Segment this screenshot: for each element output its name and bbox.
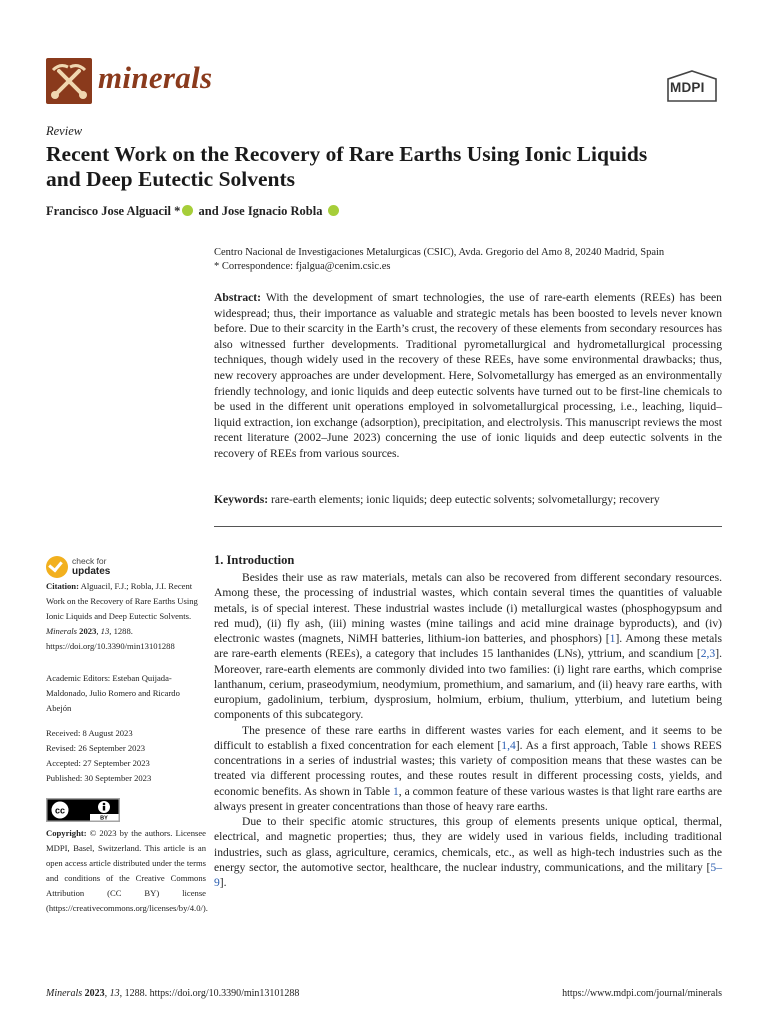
copyright-text: © 2023 by the authors. Licensee MDPI, Basel, Switzerland. This article is an open access article distributed under the terms and conditions of the Creative Commons Attribution (CC BY) license (https://creativecommons.org/licenses/by/4.0/). <box>46 828 208 913</box>
orcid-icon[interactable] <box>182 205 193 216</box>
citation-link[interactable]: 1,4 <box>501 738 516 752</box>
check-updates-line2: updates <box>72 565 111 577</box>
citation-link[interactable]: 2,3 <box>700 647 716 661</box>
author-list <box>46 204 341 219</box>
author-name[interactable]: Jose Ignacio Robla <box>221 204 323 218</box>
check-for-updates-button[interactable] <box>46 556 196 580</box>
keywords-text: rare-earth elements; ionic liquids; deep eutectic solvents; solvometallurgy; recovery <box>271 493 660 506</box>
citation-link[interactable]: 5–9 <box>214 860 722 889</box>
journal-logo-icon <box>46 58 92 104</box>
divider <box>214 526 722 527</box>
citation-doi-link[interactable]: , 1288. https://doi.org/10.3390/min13101288 <box>46 625 175 651</box>
date-published: Published: 30 September 2023 <box>46 772 152 783</box>
orcid-icon[interactable] <box>328 205 339 216</box>
abstract <box>214 290 722 462</box>
affiliation: Centro Nacional de Investigaciones Metalurgicas (CSIC), Avda. Gregorio del Amo 8, 20240 Madrid, Spain <box>214 247 665 258</box>
svg-text:BY: BY <box>100 815 108 822</box>
cc-by-license-badge[interactable] <box>46 798 120 822</box>
date-revised: Revised: 26 September 2023 <box>46 742 146 753</box>
crossed-pickaxes-icon <box>46 58 92 104</box>
citation-link[interactable]: 1 <box>609 632 616 645</box>
academic-editors: Academic Editors: Esteban Quijada-Maldonado, Julio Romero and Ricardo Abejón <box>46 673 180 713</box>
copyright-block <box>46 826 206 915</box>
article-title: Recent Work on the Recovery of Rare Earths Using Ionic Liquids and Deep Eutectic Solvents <box>46 142 648 191</box>
keywords <box>214 492 722 508</box>
correspondence: * Correspondence: fjalgua@cenim.csic.es <box>214 260 391 272</box>
footer-citation: Minerals 2023, 13, 1288. https://doi.org/10.3390/min13101288 <box>46 988 300 999</box>
journal-name: minerals <box>98 60 213 95</box>
check-updates-icon <box>46 556 68 578</box>
introduction-text <box>214 570 722 890</box>
copyright-label: Copyright: <box>46 828 87 838</box>
author-connector: and <box>195 204 222 218</box>
abstract-text: With the development of smart technologies, the use of rare-earth elements (REEs) has been widespread; thus, their importance as valuable and strategic metals has been boosted to levels never known before. Due to their scarcity in the Earth’s crust, the recovery of these elements from secondary resources has also witnessed further developments. Traditional pyrometallurgical and hydrometallurgical processing techniques, though widely used in the recovery of these REEs, have some environmental drawbacks; thus, new recovery approaches are under development. Here, Solvometallurgy has emerged as an environmentally friendly technology, and ionic liquids and deep eutectic solvents have turned out to be first-line chemicals to be used in the different unit operations employed in solvometallurgical processing, i.e., leaching, liquid–liquid extraction, ion exchange (adsorption), precipitation, and electrolysis. This manuscript reviews the most recent literature (2002–June 2023) concerning the use of ionic liquids and deep eutectic solvents in the recovery of REEs from various sources. <box>214 291 722 460</box>
paragraph: Besides their use as raw materials, metals can also be recovered from different secondary resources. Among these, the processing of industrial wastes, which contain several times the quantities of valuable metals, is of special interest. These industrial wastes include (i) metallurgical wastes (phosphogypsum and red mud), (ii) fly ash, (iii) mining wastes (mine tailings and acid mine drainage byproducts), and (iv) electronic wastes (magnets, NiMH batteries, lithium-ion batteries, and phosphors) [1]. Among these metals are rare-earth elements (REEs), a category that includes 15 lanthanides (LNs), yttrium, and scandium [2,3]. Moreover, rare-earth elements are commonly divided into two families: (i) light rare earths, which comprise lanthanum, cerium, praseodymium, neodymium, promethium, and samarium, and (ii) heavy rare earths, with europium, gadolinium, terbium, dysprosium, holmium, erbium, thulium, ytterbium, and lutetium being components of this subcategory. <box>214 571 722 722</box>
check-updates-line1: check for <box>72 556 107 566</box>
mdpi-logo-text: MDPI <box>670 80 705 95</box>
table-link[interactable]: 1 <box>392 784 399 798</box>
paragraph: The presence of these rare earths in different wastes varies for each element, and it seems to be difficult to establish a fixed concentration for each element [1,4]. As a first approach, Table 1 shows REES concentrations in a series of industrial wastes; this variety of composition means that these wastes can be treated via different processing routes, and these routes result in different processing costs, yields, and economic benefits. As shown in Table 1, a common feature of these various wastes is that light rare earths are always present in greater concentrations than those of heavy rare earths. <box>214 723 723 813</box>
mdpi-logo <box>666 70 718 104</box>
date-accepted: Accepted: 27 September 2023 <box>46 757 150 768</box>
keywords-label: Keywords: <box>214 493 269 506</box>
svg-text:cc: cc <box>54 805 66 816</box>
abstract-label: Abstract: <box>214 291 262 304</box>
citation-block: Citation: Alguacil, F.J.; Robla, J.I. Recent Work on the Recovery of Rare Earths Using Ionic Liquids and Deep Eutectic Solvents. Minerals 2023, 13, 1288. https://doi.org/10.3390/min13101288 <box>46 581 198 651</box>
date-received: Received: 8 August 2023 <box>46 728 133 738</box>
citation-label: Citation: <box>46 581 79 591</box>
publication-dates <box>46 726 206 786</box>
table-link[interactable]: 1 <box>651 738 658 752</box>
section-heading: 1. Introduction <box>214 553 295 567</box>
author-name[interactable]: Francisco Jose Alguacil * <box>46 204 181 218</box>
article-type: Review <box>46 124 83 138</box>
footer-doi-link[interactable]: , 1288. https://doi.org/10.3390/min13101288 <box>119 988 300 999</box>
paragraph: Due to their specific atomic structures, this group of elements presents unique optical, thermal, electrical, and magnetic properties; thus, they are widely used in various fields, including traditional industries, such as glass, agriculture, ceramics, chemicals, etc., as well as high-tech industries such as the energy sector, the automotive sector, healthcare, the nuclear industry, communications, and the military [5–9]. <box>214 815 722 889</box>
cc-by-icon <box>46 798 120 822</box>
footer-journal-url[interactable]: https://www.mdpi.com/journal/minerals <box>562 988 722 999</box>
affiliation-block <box>214 246 724 273</box>
